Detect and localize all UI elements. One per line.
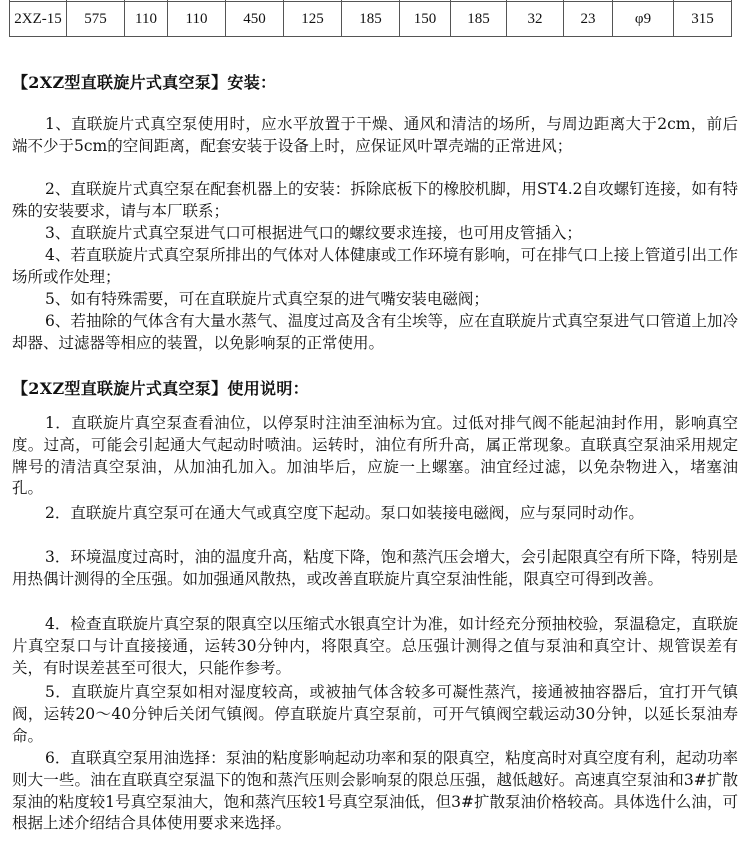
usage-item: 2．直联旋片真空泵可在通大气或真空度下起动。泵口如装接电磁阀，应与泵同时动作。	[45, 504, 644, 522]
install-item: 2、直联旋片式真空泵在配套机器上的安装：拆除底板下的橡胶机脚，用ST4.2自攻螺钉连接，如有特殊的安装要求，请与本厂联系；	[12, 180, 738, 220]
table-cell: 185	[451, 2, 507, 37]
table-cell: 32	[507, 2, 564, 37]
usage-item: 5．直联旋片真空泵如相对湿度较高，或被抽气体含较多可凝性蒸汽，接通被抽容器后，宜打开气镇阀，运转20～40分钟后关闭气镇阀。停直联旋片真空泵前，可开气镇阀空载运动30分钟，以延长泵油寿命。	[12, 683, 738, 745]
install-item: 5、如有特殊需要，可在直联旋片式真空泵的进气嘴安装电磁阀；	[45, 290, 489, 308]
install-heading: 【2XZ型直联旋片式真空泵】安装：	[12, 73, 277, 92]
table-cell: 125	[284, 2, 342, 37]
usage-item: 4．检查直联旋片真空泵的限真空以压缩式水银真空计为准，如计经充分预抽校验，泵温稳定，直联旋片真空泵口与计直接接通，运转30分钟内，将限真空。总压强计测得之值与泵油和真空计、规管误差有关，有时误差甚至可很大，只能作参考。	[12, 615, 738, 677]
model-cell: 2XZ-15	[10, 2, 67, 37]
install-item: 1、直联旋片式真空泵使用时，应水平放置于干燥、通风和清洁的场所，与周边距离大于2cm，前后端不少于5cm的空间距离，配套安装于设备上时，应保证风叶罩壳端的正常进风；	[12, 115, 738, 155]
usage-item: 6．直联真空泵用油选择：泵油的粘度影响起动功率和泵的限真空，粘度高时对真空度有利，起动功率则大一些。油在直联真空泵温下的饱和蒸汽压则会影响泵的限总压强，越低越好。高速真空泵油和3#扩散泵油的粘度较1号真空泵油大，饱和蒸汽压较1号真空泵油低，但3#扩散泵油价格较高。具体选什么油，可根据上述介绍结合具体使用要求来选择。	[12, 749, 738, 833]
install-item: 3、直联旋片式真空泵进气口可根据进气口的螺纹要求连接，也可用皮管插入；	[45, 224, 582, 242]
table-cell: 150	[400, 2, 451, 37]
install-item: 6、若抽除的气体含有大量水蒸气、温度过高及含有尘埃等，应在直联旋片式真空泵进气口管道上加冷却器、过滤器等相应的装置，以免影响泵的正常使用。	[12, 312, 738, 352]
table-cell: 185	[342, 2, 400, 37]
table-cell: 23	[564, 2, 613, 37]
table-cell: 575	[67, 2, 125, 37]
table-cell: 110	[125, 2, 168, 37]
usage-heading: 【2XZ型直联旋片式真空泵】使用说明：	[12, 379, 309, 398]
table-cell: 450	[226, 2, 284, 37]
spec-table	[9, 0, 732, 37]
usage-item: 3．环境温度过高时，油的温度升高，粘度下降，饱和蒸汽压会增大，会引起限真空有所下降，特别是用热偶计测得的全压强。如加强通风散热，或改善直联旋片真空泵油性能，限真空可得到改善。	[12, 548, 738, 588]
table-row	[10, 2, 732, 37]
usage-item: 1．直联旋片真空泵查看油位，以停泵时注油至油标为宜。过低对排气阀不能起油封作用，影响真空度。过高，可能会引起通大气起动时喷油。运转时，油位有所升高，属正常现象。直联真空泵油采用规定牌号的清洁真空泵油，从加油孔加入。加油毕后，应旋一上螺塞。油宜经过滤，以免杂物进入，堵塞油孔。	[12, 414, 738, 498]
table-cell: φ9	[613, 2, 674, 37]
table-cell: 315	[674, 2, 732, 37]
install-item: 4、若直联旋片式真空泵所排出的气体对人体健康或工作环境有影响，可在排气口上接上管道引出工作场所或作处理；	[12, 246, 738, 286]
table-cell: 110	[168, 2, 226, 37]
